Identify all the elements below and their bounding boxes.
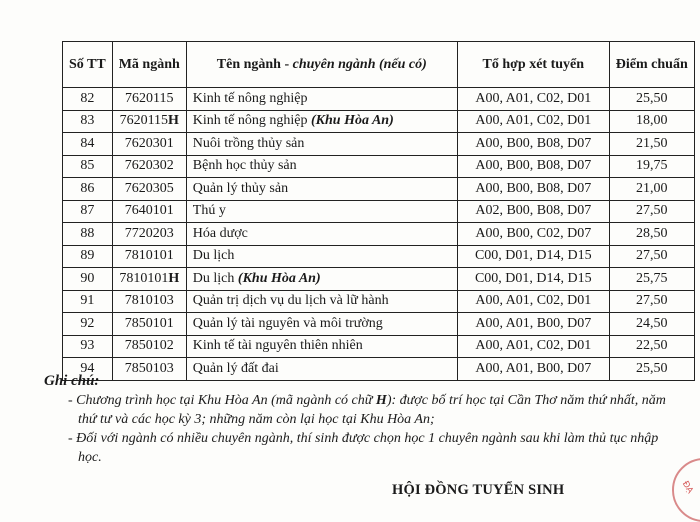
cell-subject-combination: A00, A01, B00, D07: [457, 358, 609, 381]
cell-major-code: 7620115H: [112, 110, 186, 133]
cell-cutoff-score: 22,50: [609, 335, 694, 358]
cell-subject-combination: A00, A01, C02, D01: [457, 110, 609, 133]
cell-cutoff-score: 19,75: [609, 155, 694, 178]
cell-major-code: 7850102: [112, 335, 186, 358]
table-row: [63, 223, 695, 246]
table-row: [63, 245, 695, 268]
table-row: [63, 268, 695, 291]
cell-subject-combination: A00, B00, B08, D07: [457, 178, 609, 201]
cell-major-code: 7810101: [112, 245, 186, 268]
cell-subject-combination: A00, A01, C02, D01: [457, 290, 609, 313]
table-row: [63, 290, 695, 313]
cell-stt: 85: [63, 155, 113, 178]
cell-major-name: Nuôi trồng thủy sản: [186, 133, 457, 156]
cell-stt: 94: [63, 358, 113, 381]
cell-major-name: Du lịch: [186, 245, 457, 268]
cell-subject-combination: A00, A01, C02, D01: [457, 88, 609, 111]
cell-cutoff-score: 25,50: [609, 358, 694, 381]
cell-subject-combination: A00, B00, C02, D07: [457, 223, 609, 246]
table-row: [63, 88, 695, 111]
cell-major-code: 7720203: [112, 223, 186, 246]
cell-cutoff-score: 21,50: [609, 133, 694, 156]
cell-major-code: 7810103: [112, 290, 186, 313]
table-row: [63, 155, 695, 178]
admission-score-table: [62, 41, 695, 381]
cell-stt: 93: [63, 335, 113, 358]
cell-major-code: 7850103: [112, 358, 186, 381]
table-row: [63, 133, 695, 156]
cell-subject-combination: A00, B00, B08, D07: [457, 133, 609, 156]
cell-subject-combination: A00, A01, C02, D01: [457, 335, 609, 358]
table-row: [63, 200, 695, 223]
note-item-specialization: - Đối với ngành có nhiều chuyên ngành, thí sinh được chọn học 1 chuyên ngành sau khi làm thủ tục nhập học.: [68, 431, 659, 465]
table-header-row: [63, 42, 695, 88]
cell-stt: 90: [63, 268, 113, 291]
cell-subject-combination: A00, A01, B00, D07: [457, 313, 609, 336]
notes-section: [44, 372, 674, 467]
cell-cutoff-score: 28,50: [609, 223, 694, 246]
signature-council: HỘI ĐỒNG TUYỂN SINH: [392, 482, 565, 498]
header-stt: Số TT: [63, 42, 113, 88]
table-row: [63, 335, 695, 358]
cell-stt: 82: [63, 88, 113, 111]
cell-major-name: Thú y: [186, 200, 457, 223]
cell-major-code: 7640101: [112, 200, 186, 223]
cell-stt: 89: [63, 245, 113, 268]
cell-subject-combination: C00, D01, D14, D15: [457, 268, 609, 291]
cell-stt: 91: [63, 290, 113, 313]
cell-major-code: 7620305: [112, 178, 186, 201]
cell-cutoff-score: 27,50: [609, 245, 694, 268]
cell-major-name: Kinh tế nông nghiệp (Khu Hòa An): [186, 110, 457, 133]
cell-major-name: Du lịch (Khu Hòa An): [186, 268, 457, 291]
cell-stt: 86: [63, 178, 113, 201]
cell-stt: 92: [63, 313, 113, 336]
cell-cutoff-score: 25,75: [609, 268, 694, 291]
cell-stt: 84: [63, 133, 113, 156]
cell-cutoff-score: 25,50: [609, 88, 694, 111]
notes-heading: Ghi chú:: [44, 373, 100, 389]
cell-major-name: Bệnh học thủy sản: [186, 155, 457, 178]
table-row: [63, 110, 695, 133]
cell-major-code: 7810101H: [112, 268, 186, 291]
cell-stt: 88: [63, 223, 113, 246]
header-major-code: Mã ngành: [112, 42, 186, 88]
table-row: [63, 313, 695, 336]
header-subject-combination: Tổ hợp xét tuyển: [457, 42, 609, 88]
cell-stt: 83: [63, 110, 113, 133]
cell-major-code: 7620302: [112, 155, 186, 178]
cell-subject-combination: C00, D01, D14, D15: [457, 245, 609, 268]
cell-major-name: Kinh tế nông nghiệp: [186, 88, 457, 111]
red-seal-stamp: ĐẠ: [672, 458, 700, 522]
cell-cutoff-score: 27,50: [609, 200, 694, 223]
cell-subject-combination: A02, B00, B08, D07: [457, 200, 609, 223]
cell-major-name: Hóa dược: [186, 223, 457, 246]
cell-cutoff-score: 21,00: [609, 178, 694, 201]
cell-cutoff-score: 27,50: [609, 290, 694, 313]
cell-major-code: 7620301: [112, 133, 186, 156]
header-major-name: Tên ngành - chuyên ngành (nếu có): [186, 42, 457, 88]
cell-major-name: Quản lý tài nguyên và môi trường: [186, 313, 457, 336]
cell-cutoff-score: 24,50: [609, 313, 694, 336]
cell-stt: 87: [63, 200, 113, 223]
cell-major-name: Quản lý đất đai: [186, 358, 457, 381]
cell-major-name: Quản trị dịch vụ du lịch và lữ hành: [186, 290, 457, 313]
cell-subject-combination: A00, B00, B08, D07: [457, 155, 609, 178]
cell-major-name: Quản lý thủy sản: [186, 178, 457, 201]
cell-major-code: 7850101: [112, 313, 186, 336]
table-row: [63, 178, 695, 201]
cell-cutoff-score: 18,00: [609, 110, 694, 133]
cell-major-name: Kinh tế tài nguyên thiên nhiên: [186, 335, 457, 358]
cell-major-code: 7620115: [112, 88, 186, 111]
note-item-campus: - Chương trình học tại Khu Hòa An (mã ngành có chữ H): được bố trí học tại Cần Thơ năm thứ nhất, năm thứ tư và các học kỳ 3; những năm còn lại học tại Khu Hòa An;: [68, 393, 666, 427]
header-cutoff-score: Điểm chuẩn: [609, 42, 694, 88]
